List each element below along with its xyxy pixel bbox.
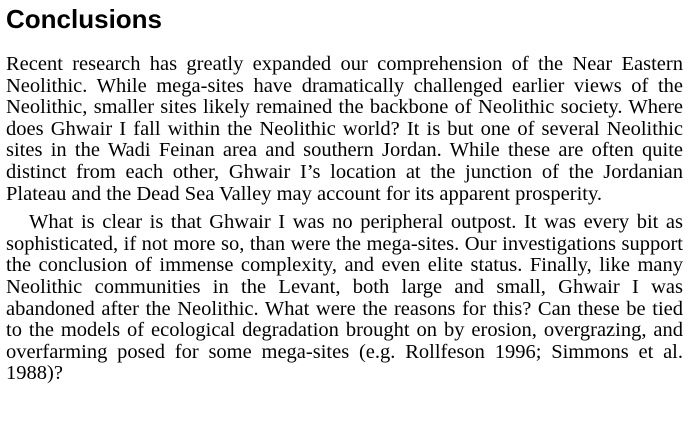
section-heading: Conclusions <box>6 4 163 34</box>
paragraph-2: What is clear is that Ghwair I was no peripheral outpost. It was every bit as sophisticated, if not more so, than were the mega-sites. Our investigations support the conclusion of immense complexity, and even elite status. Finally, like many Neolithic communities in the Levant, both large and small, Ghwair I was abandoned after the Neolithic. What were the reasons for this? Can these be tied to the models of ecological degradation brought on by erosion, overgrazing, and overfarming posed for some mega-sites (e.g. Rollfeson 1996; Simmons et al. 1988)? <box>6 211 683 385</box>
document-page <box>6 4 683 385</box>
paragraph-1: Recent research has greatly expanded our comprehension of the Near Eastern Neolithic. While mega-sites have dramatically challenged earlier views of the Neolithic, smaller sites likely remained the backbone of Neolithic society. Where does Ghwair I fall within the Neolithic world? It is but one of several Neolithic sites in the Wadi Feinan area and southern Jordan. While these are often quite distinct from each other, Ghwair I’s location at the junction of the Jordanian Plateau and the Dead Sea Valley may account for its apparent prosperity. <box>6 53 683 205</box>
